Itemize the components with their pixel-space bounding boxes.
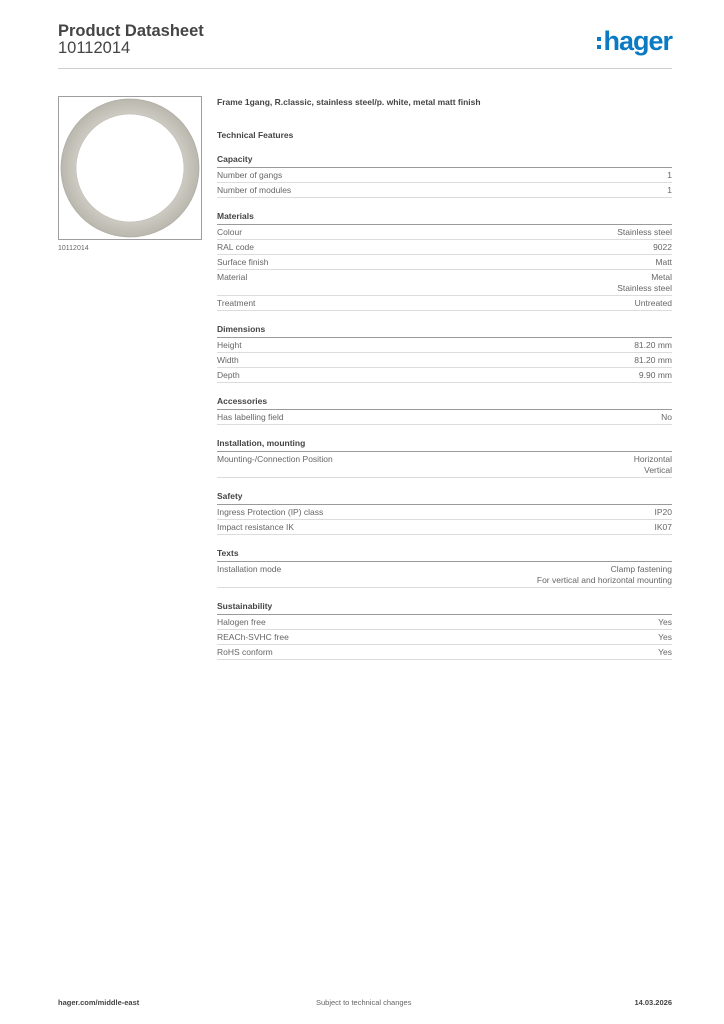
round-frame-image [59, 97, 201, 239]
section-title: Accessories [217, 395, 672, 410]
spec-value-line: Untreated [634, 298, 672, 308]
spec-value [537, 564, 672, 586]
section-capacity [217, 153, 672, 198]
spec-value-line: Horizontal [633, 454, 672, 464]
spec-value-line: Vertical [644, 465, 672, 475]
spec-value-line: 81.20 mm [634, 340, 672, 350]
spec-value-line: Yes [658, 632, 672, 642]
spec-row [217, 520, 672, 535]
spec-label: Surface finish [217, 257, 269, 267]
spec-value-line: Matt [655, 257, 672, 267]
spec-row [217, 183, 672, 198]
section-title: Texts [217, 547, 672, 562]
hager-logo [597, 26, 672, 56]
section-texts [217, 547, 672, 588]
spec-value-line: For vertical and horizontal mounting [536, 575, 672, 585]
spec-value-line: Stainless steel [617, 227, 672, 237]
spec-value-line: Yes [658, 617, 672, 627]
spec-value [655, 507, 673, 518]
spec-value [655, 522, 673, 533]
spec-value-line: Clamp fastening [610, 564, 672, 574]
spec-value-line: Yes [658, 647, 672, 657]
product-number: 10112014 [58, 39, 131, 57]
spec-row [217, 562, 672, 588]
spec-value [658, 617, 672, 628]
spec-label: Colour [217, 227, 243, 237]
spec-value [667, 170, 672, 181]
spec-label: RAL code [217, 242, 255, 252]
spec-row [217, 410, 672, 425]
footer-date: 14.03.2026 [634, 998, 672, 1007]
spec-value-line: 9022 [653, 242, 672, 252]
spec-row [217, 368, 672, 383]
spec-label: Height [217, 340, 242, 350]
spec-value [653, 242, 672, 253]
spec-value-line: 1 [667, 170, 672, 180]
section-title: Capacity [217, 153, 672, 168]
spec-row [217, 630, 672, 645]
spec-row [217, 270, 672, 296]
spec-value [655, 257, 672, 268]
spec-value [661, 412, 672, 423]
section-safety [217, 490, 672, 535]
product-image-caption: 10112014 [58, 245, 89, 252]
section-sustainability [217, 600, 672, 660]
spec-row [217, 296, 672, 311]
section-installation-mounting [217, 437, 672, 478]
spec-label: Treatment [217, 298, 256, 308]
spec-value-line: 9.90 mm [638, 370, 672, 380]
spec-label: Depth [217, 370, 240, 380]
spec-label: Width [217, 355, 239, 365]
spec-value [634, 340, 672, 351]
spec-value [639, 370, 672, 381]
spec-row [217, 338, 672, 353]
logo-dots-icon [597, 37, 601, 49]
section-title: Materials [217, 210, 672, 225]
spec-label: RoHS conform [217, 647, 273, 657]
spec-row [217, 225, 672, 240]
spec-value-line: No [661, 412, 672, 422]
spec-label: Impact resistance IK [217, 522, 295, 532]
spec-value [617, 272, 672, 294]
footer-notice: Subject to technical changes [316, 998, 412, 1007]
spec-value-line: IK07 [654, 522, 672, 532]
section-title: Sustainability [217, 600, 672, 615]
spec-value-line: IP20 [654, 507, 672, 517]
spec-row [217, 452, 672, 478]
section-title: Safety [217, 490, 672, 505]
header-divider [58, 68, 672, 69]
spec-row [217, 353, 672, 368]
spec-label: Has labelling field [217, 412, 284, 422]
spec-value [635, 298, 672, 309]
product-image-box [58, 96, 202, 240]
spec-label: Mounting-/Connection Position [217, 454, 333, 464]
spec-value-line: Stainless steel [617, 283, 672, 293]
spec-row [217, 615, 672, 630]
spec-label: Number of modules [217, 185, 292, 195]
spec-row [217, 645, 672, 660]
spec-value [617, 227, 672, 238]
section-title: Installation, mounting [217, 437, 672, 452]
spec-value [658, 647, 672, 658]
datasheet-content [217, 96, 672, 660]
spec-value [667, 185, 672, 196]
footer-website-link[interactable]: hager.com/middle-east [58, 998, 140, 1007]
spec-row [217, 505, 672, 520]
section-materials [217, 210, 672, 311]
spec-value-line: 1 [667, 185, 672, 195]
spec-label: Installation mode [217, 564, 282, 574]
spec-value-line: 81.20 mm [634, 355, 672, 365]
spec-row [217, 255, 672, 270]
logo-text: hager [603, 26, 672, 56]
spec-row [217, 240, 672, 255]
spec-label: Ingress Protection (IP) class [217, 507, 324, 517]
spec-value [634, 454, 672, 476]
section-dimensions [217, 323, 672, 383]
spec-row [217, 168, 672, 183]
page-title: Product Datasheet [58, 22, 204, 40]
spec-value [658, 632, 672, 643]
spec-label: Material [217, 272, 248, 282]
section-title: Dimensions [217, 323, 672, 338]
spec-label: REACh-SVHC free [217, 632, 289, 642]
technical-features-heading: Technical Features [217, 130, 294, 140]
product-description: Frame 1gang, R.classic, stainless steel/p. white, metal matt finish [217, 97, 481, 107]
spec-label: Halogen free [217, 617, 266, 627]
feature-sections [217, 153, 672, 660]
spec-value [634, 355, 672, 366]
spec-value-line: Metal [651, 272, 672, 282]
spec-label: Number of gangs [217, 170, 283, 180]
section-accessories [217, 395, 672, 425]
